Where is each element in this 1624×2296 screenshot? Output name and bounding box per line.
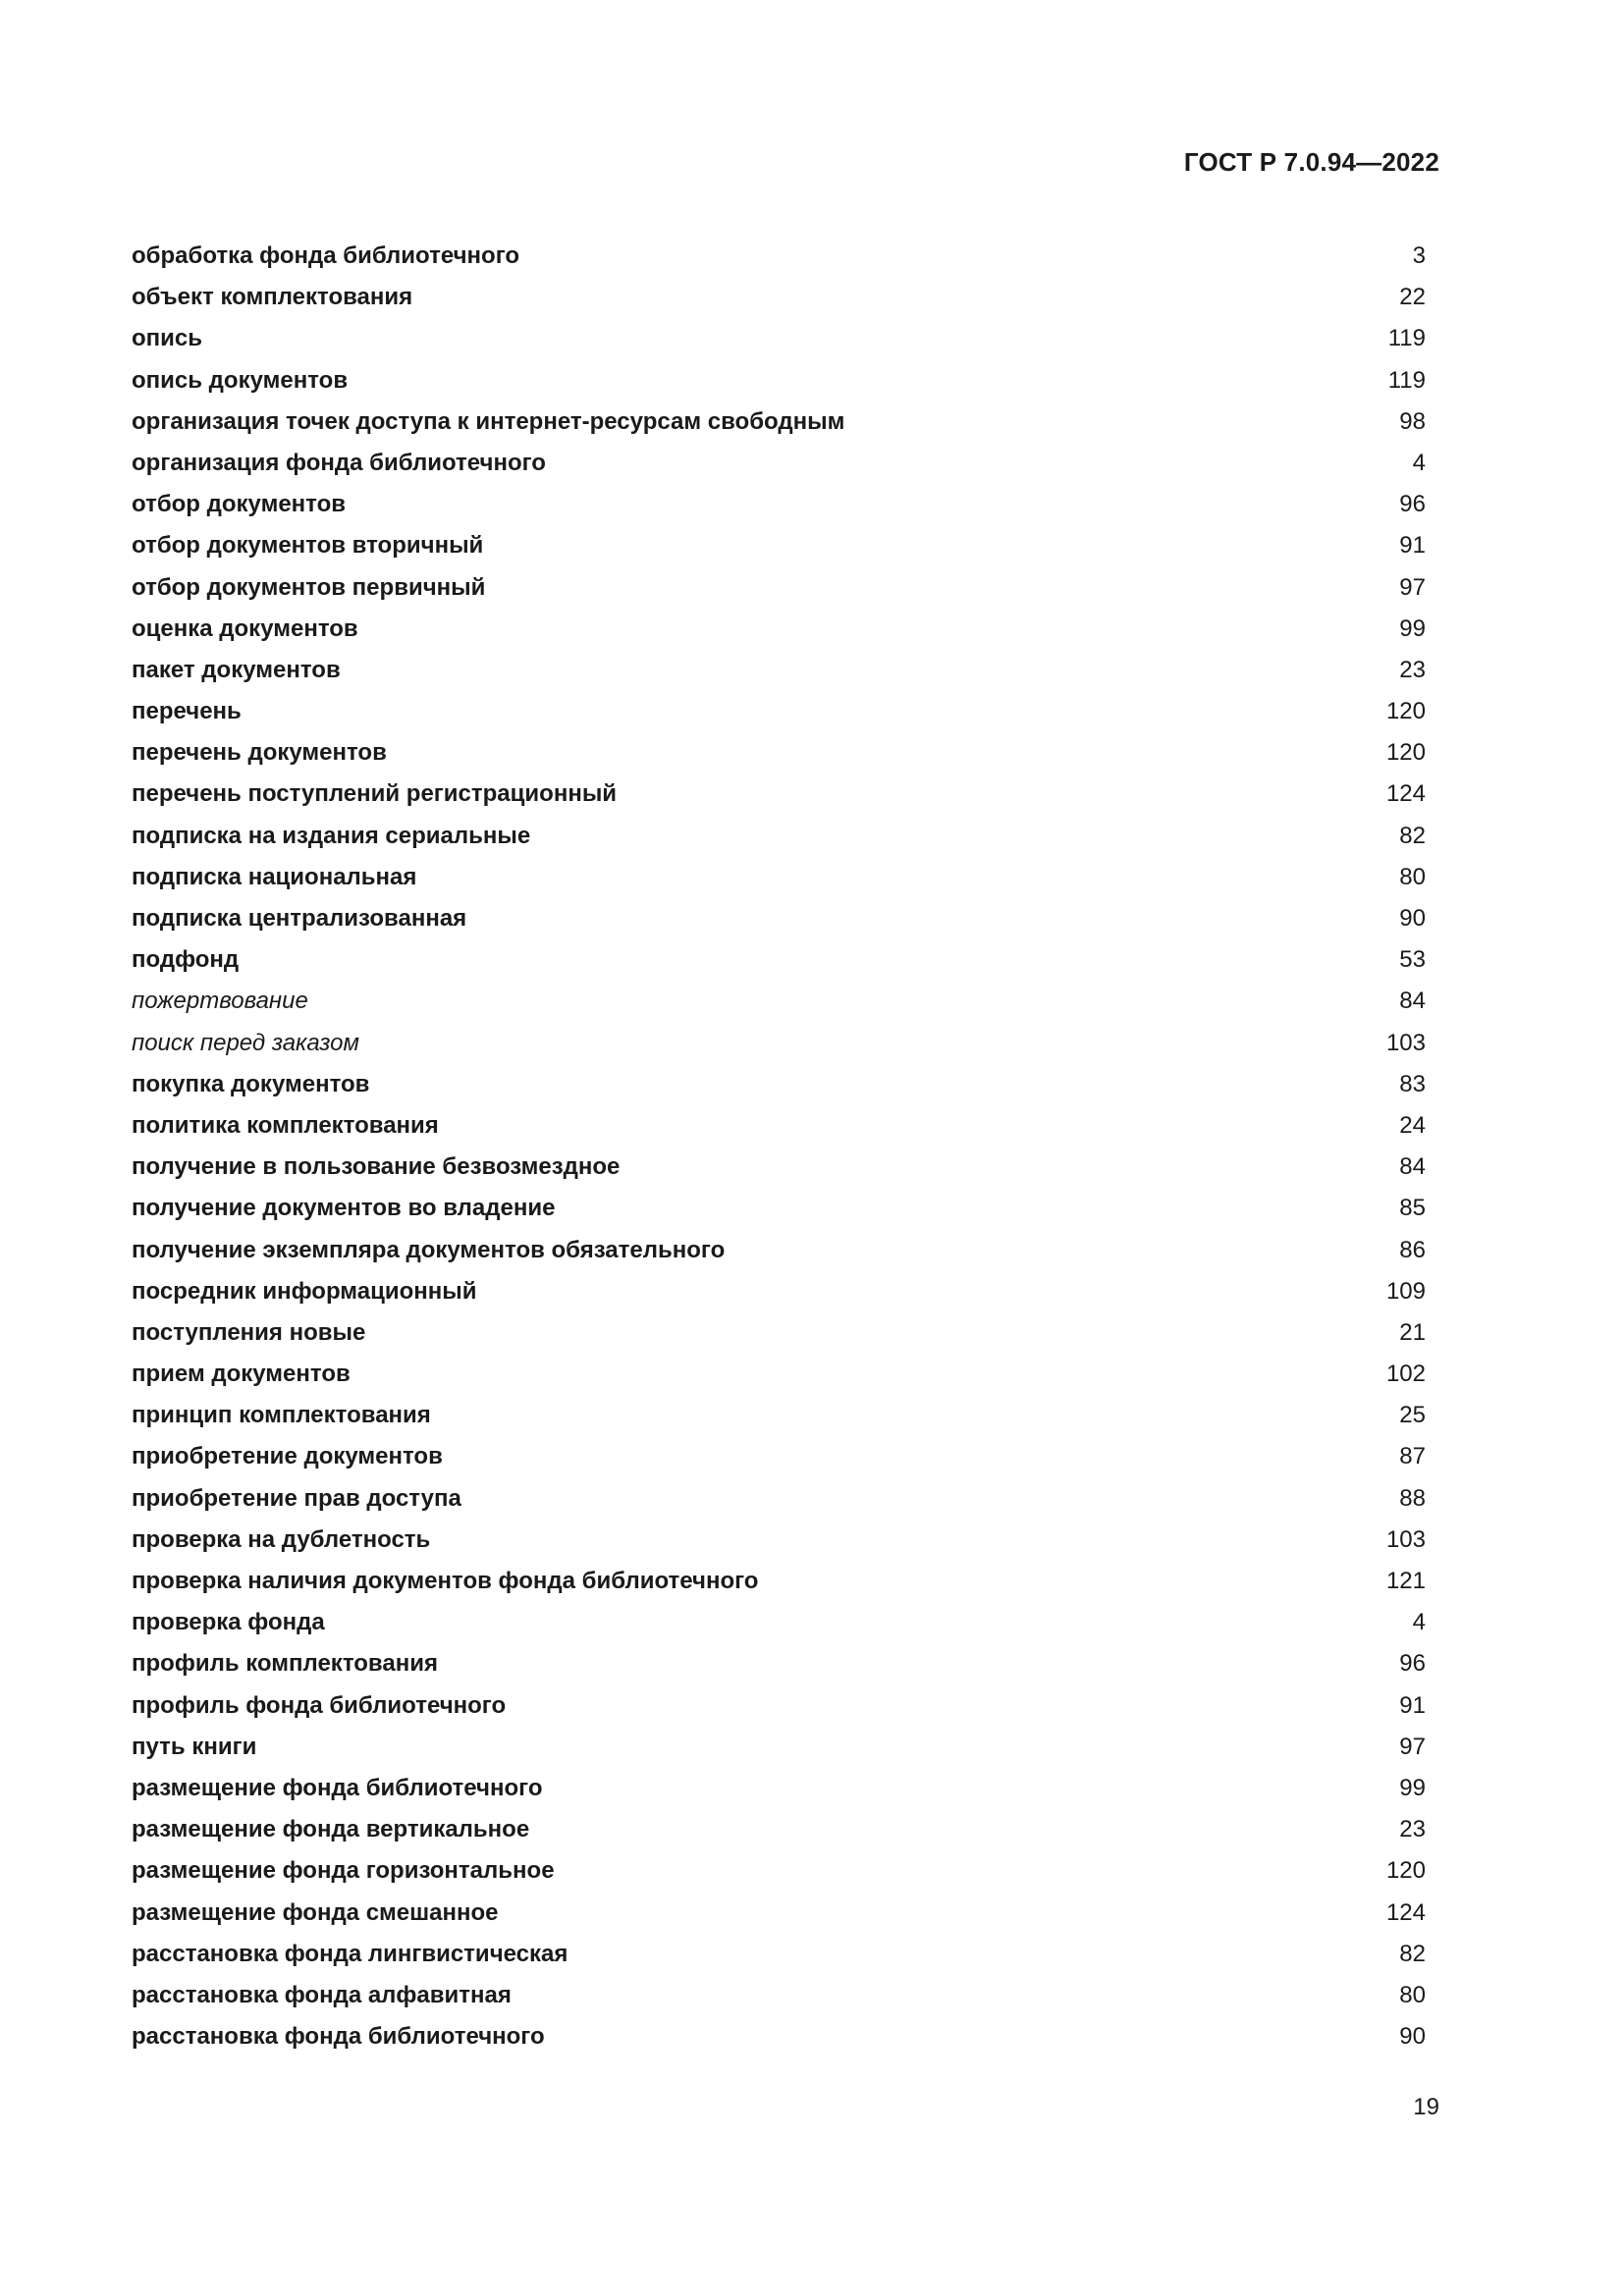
- index-entry: [132, 1147, 1426, 1188]
- index-term: проверка наличия документов фонда библиотечного: [132, 1568, 759, 1594]
- index-entry: [132, 277, 1426, 318]
- index-term: отбор документов первичный: [132, 573, 486, 601]
- index-term: пакет документов: [132, 656, 341, 683]
- index-page-ref: 90: [1399, 905, 1426, 932]
- index-term: объект комплектования: [132, 284, 413, 311]
- index-term: приобретение документов: [132, 1443, 443, 1470]
- index-page-ref: 82: [1399, 1940, 1426, 1967]
- index-page-ref: 83: [1399, 1070, 1426, 1097]
- index-term: приобретение прав доступа: [132, 1484, 461, 1512]
- index-entry: [132, 1975, 1426, 2016]
- index-entry: [132, 1436, 1426, 1477]
- index-term: проверка фонда: [132, 1609, 325, 1636]
- index-page-ref: 91: [1399, 532, 1426, 560]
- index-term: прием документов: [132, 1361, 351, 1388]
- alphabetical-term-index: [132, 236, 1426, 2057]
- index-entry: [132, 443, 1426, 484]
- index-entry: [132, 1023, 1426, 1064]
- index-page-ref: 120: [1385, 739, 1426, 767]
- index-term: получение в пользование безвозмездное: [132, 1153, 621, 1181]
- index-entry: [132, 401, 1426, 443]
- index-entry: [132, 898, 1426, 939]
- index-entry: [132, 1850, 1426, 1892]
- index-page-ref: 96: [1399, 491, 1426, 518]
- index-page-ref: 103: [1385, 1029, 1426, 1056]
- index-entry: [132, 484, 1426, 525]
- index-page-ref: 80: [1399, 1981, 1426, 2008]
- index-page-ref: 88: [1399, 1484, 1426, 1512]
- index-term: подписка на издания сериальные: [132, 822, 531, 849]
- index-term: посредник информационный: [132, 1277, 477, 1305]
- index-page-ref: 124: [1385, 1898, 1426, 1926]
- index-term: организация фонда библиотечного: [132, 449, 546, 476]
- index-term: профиль комплектования: [132, 1650, 438, 1678]
- index-entry: [132, 236, 1426, 277]
- page-number: 19: [1413, 2094, 1439, 2120]
- index-page-ref: 91: [1399, 1691, 1426, 1719]
- index-term: опись: [132, 325, 203, 352]
- index-page-ref: 85: [1399, 1195, 1426, 1222]
- index-entry: [132, 609, 1426, 650]
- index-term: подфонд: [132, 946, 240, 974]
- index-term: расстановка фонда лингвистическая: [132, 1940, 568, 1967]
- index-term: поиск перед заказом: [132, 1029, 359, 1056]
- index-page-ref: 109: [1385, 1277, 1426, 1305]
- index-entry: [132, 816, 1426, 857]
- index-entry: [132, 1188, 1426, 1229]
- index-page-ref: 120: [1385, 698, 1426, 725]
- index-term: перечень документов: [132, 739, 387, 767]
- index-entry: [132, 1602, 1426, 1643]
- index-page-ref: 119: [1387, 325, 1426, 352]
- index-term: отбор документов вторичный: [132, 532, 484, 560]
- index-term: подписка национальная: [132, 863, 417, 890]
- index-term: перечень: [132, 698, 242, 725]
- index-entry: [132, 1230, 1426, 1271]
- index-page-ref: 84: [1399, 1153, 1426, 1181]
- index-entry: [132, 525, 1426, 566]
- index-term: оценка документов: [132, 614, 358, 642]
- index-page-ref: 23: [1399, 1816, 1426, 1843]
- index-term: расстановка фонда алфавитная: [132, 1981, 512, 2008]
- index-term: организация точек доступа к интернет-ресурсам свободным: [132, 407, 845, 435]
- index-page-ref: 3: [1412, 242, 1426, 269]
- index-page-ref: 84: [1399, 988, 1426, 1015]
- index-page-ref: 99: [1399, 614, 1426, 642]
- index-page-ref: 99: [1399, 1774, 1426, 1801]
- index-term: подписка централизованная: [132, 905, 467, 932]
- index-term: размещение фонда смешанное: [132, 1898, 499, 1926]
- index-entry: [132, 1312, 1426, 1354]
- index-entry: [132, 1561, 1426, 1602]
- index-term: принцип комплектования: [132, 1402, 431, 1429]
- index-term: профиль фонда библиотечного: [132, 1691, 507, 1719]
- index-entry: [132, 1395, 1426, 1436]
- index-term: расстановка фонда библиотечного: [132, 2023, 545, 2051]
- index-page-ref: 23: [1399, 656, 1426, 683]
- index-entry: [132, 1105, 1426, 1147]
- index-page-ref: 120: [1385, 1857, 1426, 1885]
- index-entry: [132, 2016, 1426, 2057]
- index-entry: [132, 1354, 1426, 1395]
- index-entry: [132, 567, 1426, 609]
- index-page-ref: 21: [1399, 1318, 1426, 1346]
- index-entry: [132, 1478, 1426, 1520]
- index-term: получение документов во владение: [132, 1195, 556, 1222]
- index-page-ref: 121: [1385, 1568, 1426, 1594]
- index-term: обработка фонда библиотечного: [132, 242, 520, 269]
- index-entry: [132, 360, 1426, 401]
- index-page-ref: 98: [1399, 407, 1426, 435]
- index-term: политика комплектования: [132, 1111, 439, 1139]
- index-page-ref: 4: [1412, 449, 1426, 476]
- index-page-ref: 119: [1387, 366, 1426, 394]
- index-page-ref: 87: [1399, 1443, 1426, 1470]
- index-term: покупка документов: [132, 1070, 370, 1097]
- index-entry: [132, 1809, 1426, 1850]
- index-page-ref: 90: [1399, 2023, 1426, 2051]
- index-entry: [132, 774, 1426, 815]
- index-entry: [132, 1643, 1426, 1684]
- index-entry: [132, 1064, 1426, 1105]
- index-term: опись документов: [132, 366, 349, 394]
- index-page-ref: 124: [1385, 780, 1426, 808]
- index-page-ref: 82: [1399, 822, 1426, 849]
- index-entry: [132, 1727, 1426, 1768]
- index-page-ref: 80: [1399, 863, 1426, 890]
- index-term: отбор документов: [132, 491, 347, 518]
- index-term: поступления новые: [132, 1318, 366, 1346]
- index-page-ref: 25: [1399, 1402, 1426, 1429]
- index-term: получение экземпляра документов обязательного: [132, 1236, 726, 1263]
- index-page-ref: 102: [1385, 1361, 1426, 1388]
- index-page-ref: 103: [1385, 1525, 1426, 1553]
- index-term: пожертвование: [132, 988, 308, 1015]
- index-page-ref: 96: [1399, 1650, 1426, 1678]
- index-term: перечень поступлений регистрационный: [132, 780, 618, 808]
- index-entry: [132, 939, 1426, 981]
- index-entry: [132, 1520, 1426, 1561]
- index-term: размещение фонда горизонтальное: [132, 1857, 555, 1885]
- index-entry: [132, 732, 1426, 774]
- index-entry: [132, 981, 1426, 1022]
- document-code-header: ГОСТ Р 7.0.94—2022: [1183, 147, 1439, 177]
- index-entry: [132, 1271, 1426, 1312]
- index-entry: [132, 1934, 1426, 1975]
- index-page-ref: 86: [1399, 1236, 1426, 1263]
- index-term: путь книги: [132, 1733, 257, 1760]
- index-entry: [132, 1768, 1426, 1809]
- index-page-ref: 4: [1412, 1609, 1426, 1636]
- index-page-ref: 97: [1399, 573, 1426, 601]
- index-entry: [132, 318, 1426, 359]
- index-page-ref: 97: [1399, 1733, 1426, 1760]
- index-entry: [132, 857, 1426, 898]
- index-page-ref: 24: [1399, 1111, 1426, 1139]
- index-entry: [132, 1893, 1426, 1934]
- index-page-ref: 22: [1399, 284, 1426, 311]
- index-page-ref: 53: [1399, 946, 1426, 974]
- index-term: размещение фонда библиотечного: [132, 1774, 543, 1801]
- index-term: проверка на дублетность: [132, 1525, 431, 1553]
- index-entry: [132, 691, 1426, 732]
- index-entry: [132, 650, 1426, 691]
- index-entry: [132, 1685, 1426, 1727]
- index-term: размещение фонда вертикальное: [132, 1816, 530, 1843]
